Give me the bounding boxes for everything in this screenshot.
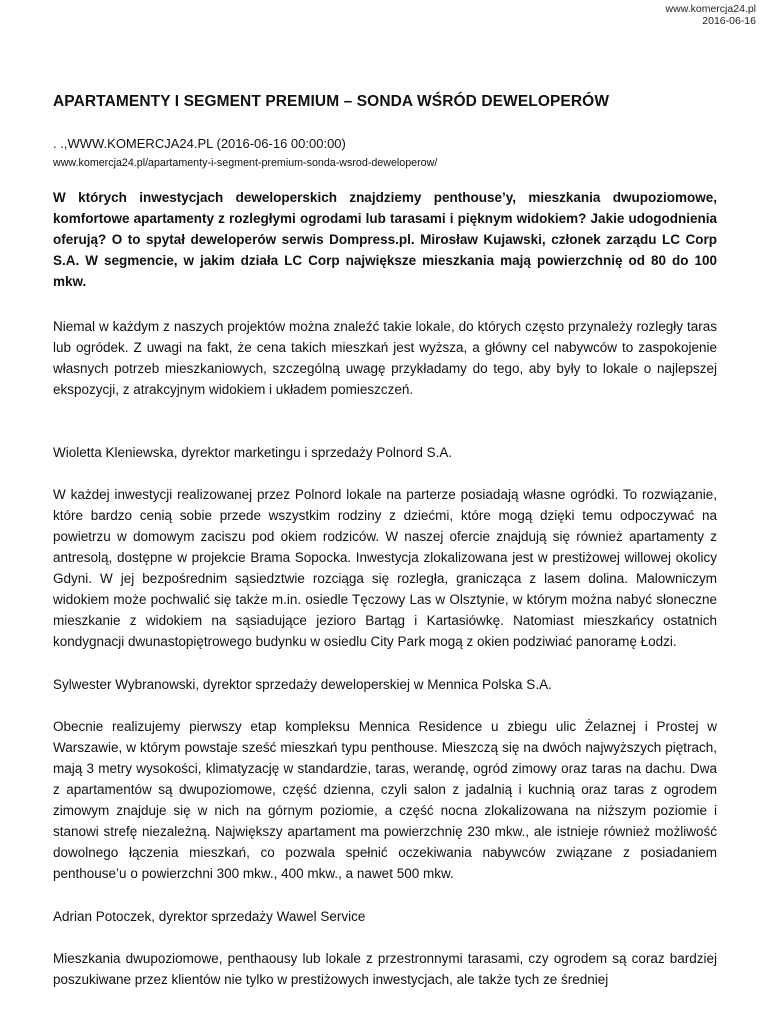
spacer — [53, 422, 717, 442]
speaker-mennica: Sylwester Wybranowski, dyrektor sprzedaży deweloperskiej w Mennica Polska S.A. — [53, 677, 552, 692]
speaker-polnord: Wioletta Kleniewska, dyrektor marketingu i sprzedaży Polnord S.A. — [53, 445, 453, 460]
article-url: www.komercja24.pl/apartamenty-i-segment-premium-sonda-wsrod-deweloperow/ — [53, 157, 438, 169]
paragraph-polnord: W każdej inwestycji realizowanej przez Polnord lokale na parterze posiadają własne ogródki. To rozwiązanie, które bardzo cenią sobie przede wszystkim rodziny z dziećmi, które mogą dzięki temu odpoczywać na powietrzu w domowym zaciszu pod okiem rodziców. W naszej ofercie znajdują się również apartamenty z antresolą, dostępne w projekcie Brama Sopocka. Inwestycja zlokalizowana jest w prestiżowej willowej okolicy Gdyni. W jej bezpośrednim sąsiedztwie rozciąga się rozległa, granicząca z lasem dolina. Malowniczym widokiem może pochwalić się także m.in. osiedle Tęczowy Las w Olsztynie, w którym można nabyć słoneczne mieszkanie z widokiem na sąsiadujące jezioro Bartąg i Kartasiówkę. Natomiast mieszkańcy ostatnich kondygnacji dwunastopiętrowego budynku w osiedlu City Park mogą z okien podziwiać panoramę Łodzi. — [53, 487, 717, 649]
article-lead: W których inwestycjach deweloperskich znajdziemy penthouse’y, mieszkania dwupoziomowe, komfortowe apartamenty z rozległymi ogrodami lub tarasami i pięknym widokiem? Jakie udogodnienia oferują? O to spytał deweloperów serwis Dompress.pl. Mirosław Kujawski, członek zarządu LC Corp S.A. W segmencie, w jakim działa LC Corp największe mieszkania mają powierzchnię od 80 do 100 mkw. — [53, 190, 717, 289]
article — [53, 92, 717, 1012]
paragraph-wawel: Mieszkania dwupoziomowe, penthaousy lub lokale z przestronnymi tarasami, czy ogrodem są coraz bardziej poszukiwane przez klientów nie tylko w prestiżowych inwestycjach, ale także tych ze średniej — [53, 951, 717, 987]
article-source: . .,WWW.KOMERCJA24.PL (2016-06-16 00:00:00) — [53, 136, 346, 151]
article-title: APARTAMENTY I SEGMENT PREMIUM – SONDA WŚRÓD DEWELOPERÓW — [53, 93, 610, 110]
site-address: www.komercja24.pl — [665, 3, 756, 15]
speaker-wawel: Adrian Potoczek, dyrektor sprzedaży Wawel Service — [53, 909, 366, 924]
print-date: 2016-06-16 — [702, 15, 756, 27]
paragraph-lc-corp: Niemal w każdym z naszych projektów można znaleźć takie lokale, do których często przynależy rozległy taras lub ogródek. Z uwagi na fakt, że cena takich mieszkań jest wyższa, a główny cel nabywców to zaspokojenie własnych potrzeb mieszkaniowych, szczególną uwagę przykładamy do tego, aby były to lokale o najlepszej ekspozycji, z atrakcyjnym widokiem i układem pomieszczeń. — [53, 319, 717, 397]
page-header — [666, 3, 756, 27]
paragraph-mennica: Obecnie realizujemy pierwszy etap kompleksu Mennica Residence u zbiegu ulic Żelaznej i Prostej w Warszawie, w którym powstaje sześć mieszkań typu penthouse. Mieszczą się na dwóch najwyższych piętrach, mają 3 metry wysokości, klimatyzację w standardzie, taras, werandę, ogród zimowy oraz taras na dachu. Dwa z apartamentów są dwupoziomowe, część dzienna, czyli salon z jadalnią i kuchnią oraz taras z ogrodem zimowym znajduje się w nich na górnym poziomie, a część nocna zlokalizowana na niższym poziomie i stanowi strefę niezależną. Największy apartament ma powierzchnię 230 mkw., ale istnieje również możliwość dowolnego łączenia mieszkań, co pozwala spełnić oczekiwania nabywców związane z posiadaniem penthouse’u o powierzchni 300 mkw., 400 mkw., a nawet 500 mkw. — [53, 719, 717, 881]
